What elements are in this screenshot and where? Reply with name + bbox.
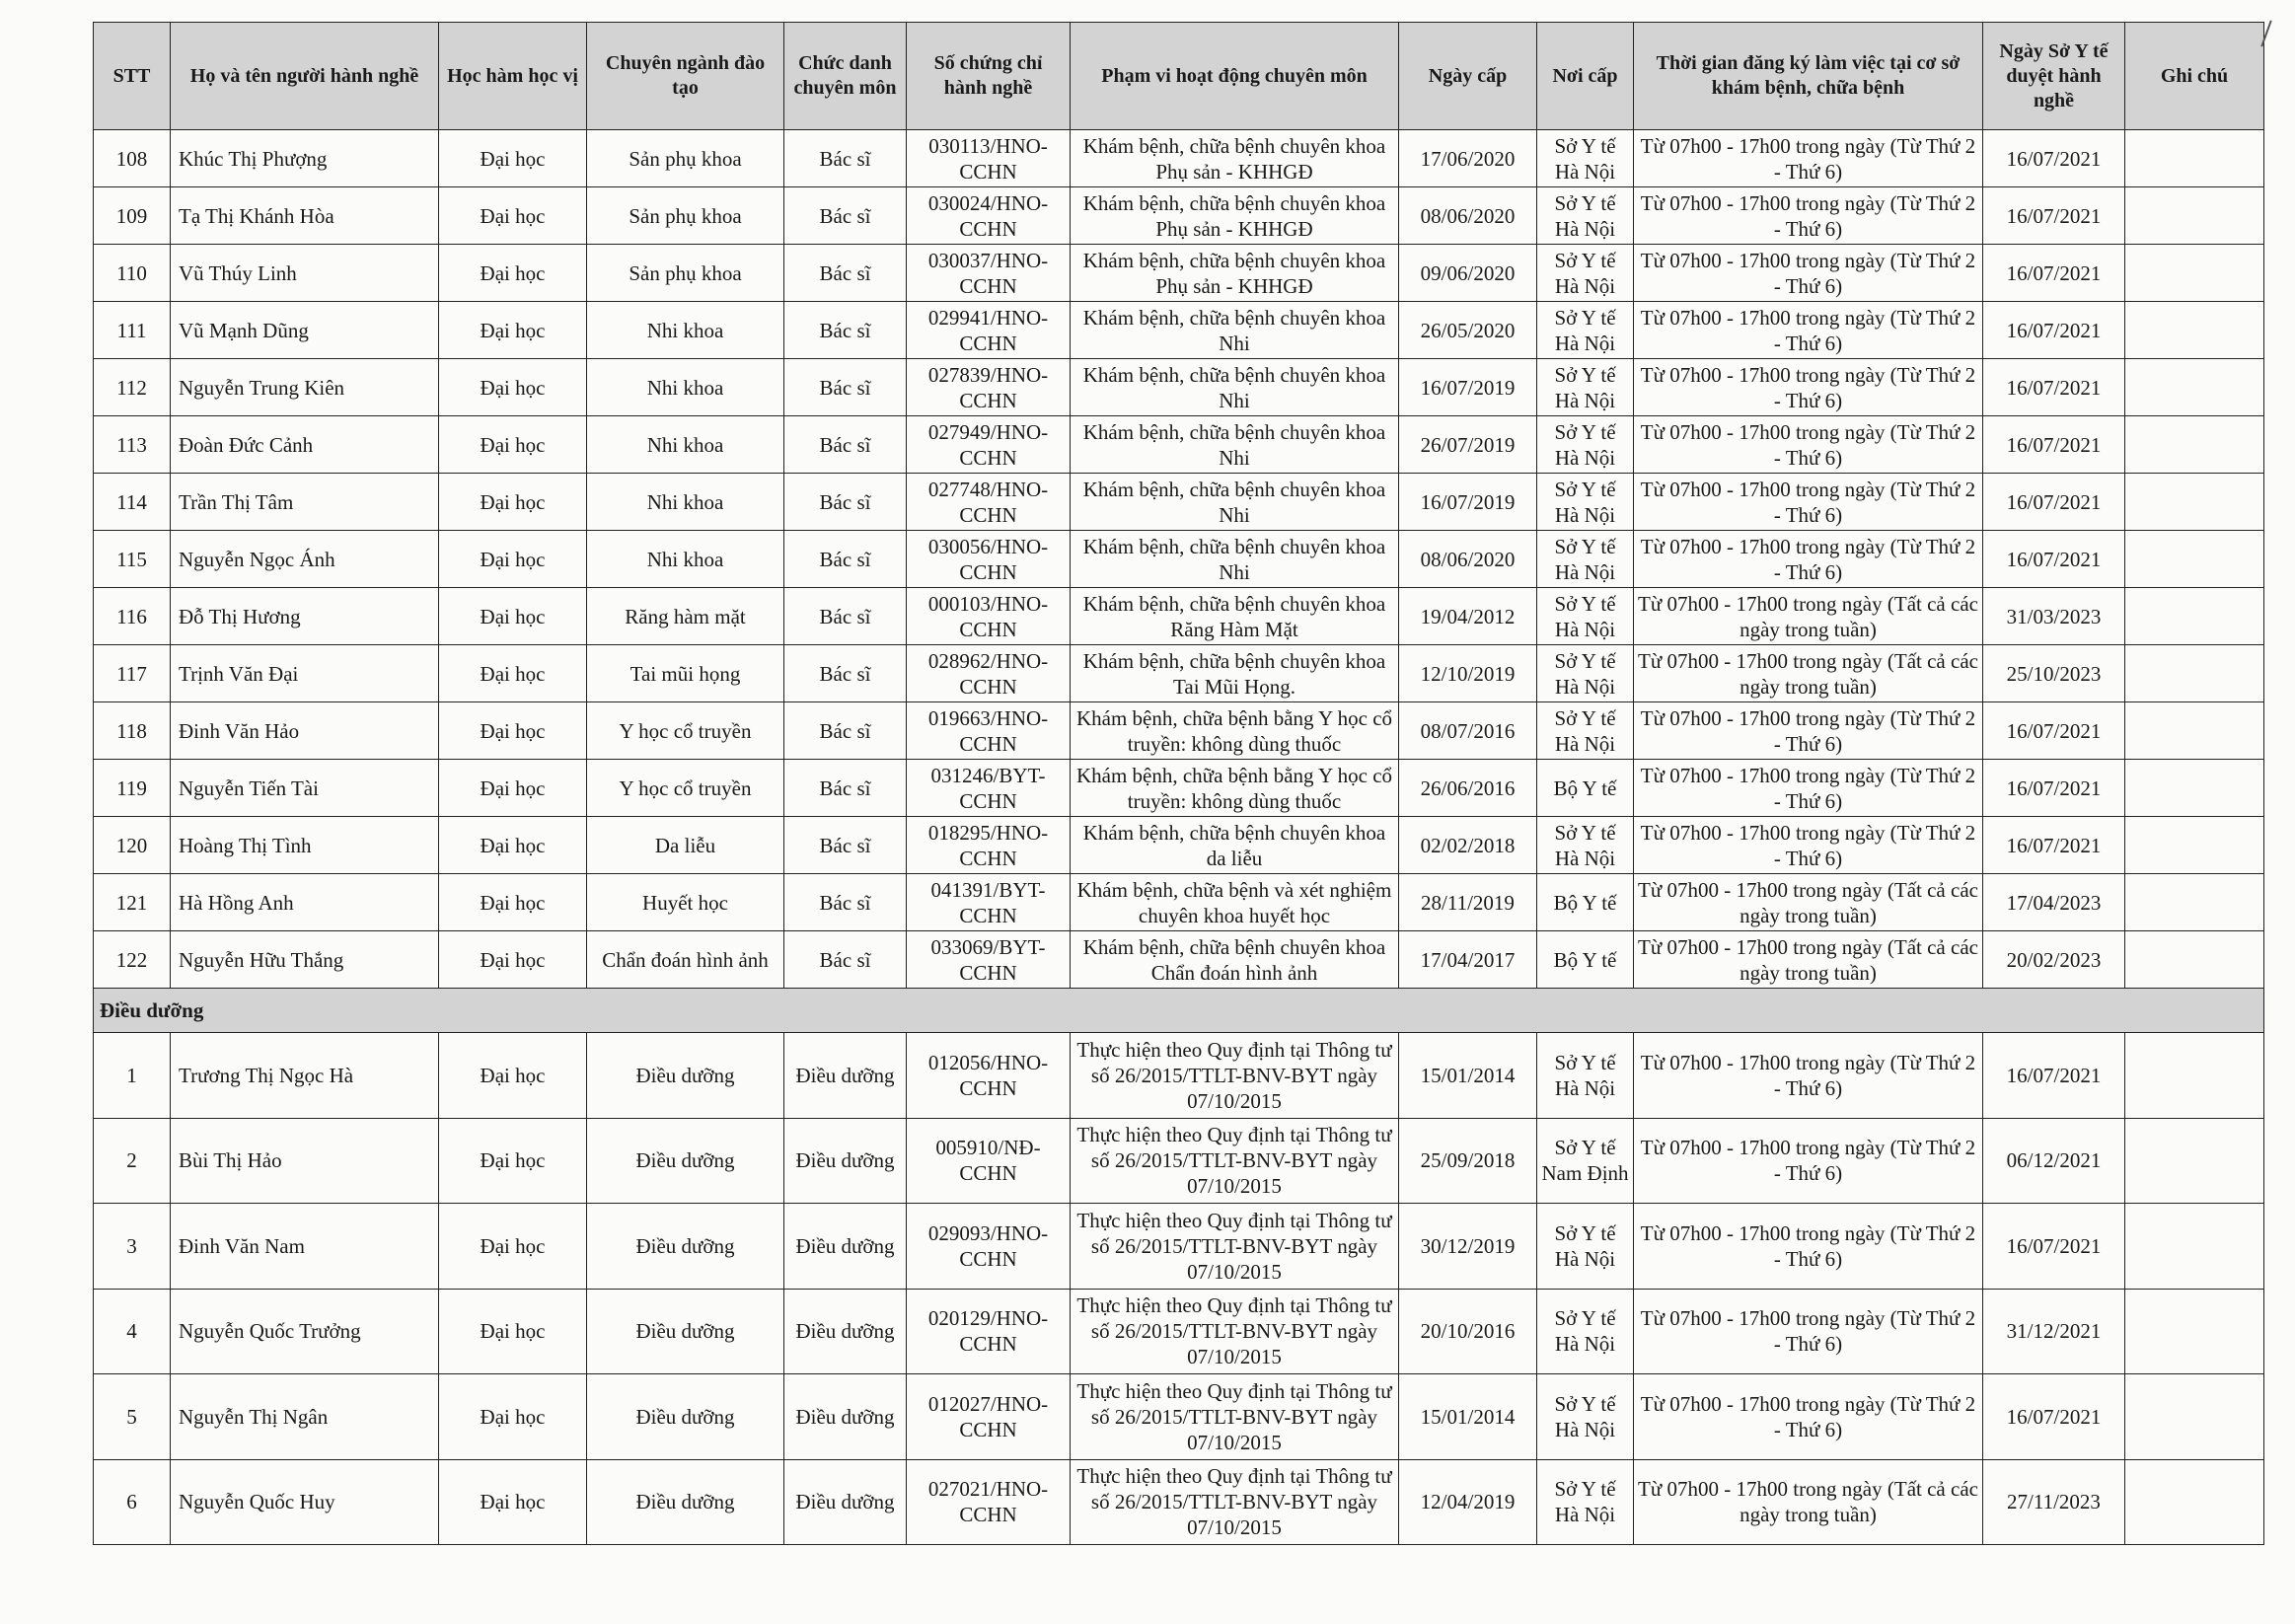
cell-title: Bác sĩ (784, 588, 907, 645)
cell-issue-date: 17/06/2020 (1399, 130, 1537, 187)
cell-cert: 030037/HNO-CCHN (907, 245, 1071, 302)
cell-approve-date: 16/07/2021 (1983, 245, 2125, 302)
cell-scope: Khám bệnh, chữa bệnh bằng Y học cổ truyền: không dùng thuốc (1071, 702, 1399, 760)
table-row (94, 1033, 2264, 1119)
cell-scope: Khám bệnh, chữa bệnh chuyên khoa Tai Mũi Họng. (1071, 645, 1399, 702)
cell-major: Da liễu (587, 817, 784, 874)
cell-issuer: Sở Y tế Hà Nội (1537, 588, 1634, 645)
cell-issuer: Sở Y tế Hà Nội (1537, 130, 1634, 187)
cell-major: Nhi khoa (587, 474, 784, 531)
cell-scope: Khám bệnh, chữa bệnh chuyên khoa Nhi (1071, 359, 1399, 416)
cell-issuer: Sở Y tế Hà Nội (1537, 645, 1634, 702)
cell-degree: Đại học (439, 1033, 587, 1119)
cell-major: Sản phụ khoa (587, 245, 784, 302)
cell-work-time: Từ 07h00 - 17h00 trong ngày (Tất cả các ngày trong tuần) (1634, 588, 1983, 645)
cell-title: Điều dưỡng (784, 1118, 907, 1204)
table-row (94, 760, 2264, 817)
cell-cert: 000103/HNO-CCHN (907, 588, 1071, 645)
cell-title: Bác sĩ (784, 130, 907, 187)
cell-stt: 115 (94, 531, 171, 588)
cell-major: Tai mũi họng (587, 645, 784, 702)
cell-degree: Đại học (439, 874, 587, 931)
cell-approve-date: 20/02/2023 (1983, 931, 2125, 989)
cell-stt: 4 (94, 1289, 171, 1374)
cell-stt: 117 (94, 645, 171, 702)
cell-title: Điều dưỡng (784, 1033, 907, 1119)
cell-approve-date: 16/07/2021 (1983, 359, 2125, 416)
doctor-rows (94, 130, 2264, 989)
cell-major: Nhi khoa (587, 531, 784, 588)
cell-scope: Thực hiện theo Quy định tại Thông tư số 26/2015/TTLT-BNV-BYT ngày 07/10/2015 (1071, 1374, 1399, 1460)
cell-note (2125, 702, 2264, 760)
cell-title: Bác sĩ (784, 817, 907, 874)
cell-scope: Khám bệnh, chữa bệnh chuyên khoa Phụ sản - KHHGĐ (1071, 187, 1399, 245)
cell-work-time: Từ 07h00 - 17h00 trong ngày (Tất cả các ngày trong tuần) (1634, 931, 1983, 989)
cell-note (2125, 130, 2264, 187)
table-row (94, 1204, 2264, 1290)
cell-note (2125, 416, 2264, 474)
cell-title: Bác sĩ (784, 416, 907, 474)
cell-scope: Khám bệnh, chữa bệnh chuyên khoa Nhi (1071, 302, 1399, 359)
cell-name: Nguyễn Ngọc Ánh (171, 531, 439, 588)
cell-work-time: Từ 07h00 - 17h00 trong ngày (Từ Thứ 2 - Thứ 6) (1634, 1374, 1983, 1460)
table-row (94, 817, 2264, 874)
cell-major: Chẩn đoán hình ảnh (587, 931, 784, 989)
header-approve-date: Ngày Sở Y tế duyệt hành nghề (1983, 23, 2125, 130)
cell-degree: Đại học (439, 474, 587, 531)
cell-scope: Khám bệnh, chữa bệnh chuyên khoa Nhi (1071, 416, 1399, 474)
cell-work-time: Từ 07h00 - 17h00 trong ngày (Từ Thứ 2 - Thứ 6) (1634, 531, 1983, 588)
cell-scope: Thực hiện theo Quy định tại Thông tư số 26/2015/TTLT-BNV-BYT ngày 07/10/2015 (1071, 1204, 1399, 1290)
cell-issue-date: 26/07/2019 (1399, 416, 1537, 474)
header-issue-date: Ngày cấp (1399, 23, 1537, 130)
cell-note (2125, 645, 2264, 702)
cell-work-time: Từ 07h00 - 17h00 trong ngày (Tất cả các ngày trong tuần) (1634, 645, 1983, 702)
cell-stt: 3 (94, 1204, 171, 1290)
header-degree: Học hàm học vị (439, 23, 587, 130)
cell-stt: 119 (94, 760, 171, 817)
cell-degree: Đại học (439, 1289, 587, 1374)
cell-name: Đỗ Thị Hương (171, 588, 439, 645)
table-row (94, 1459, 2264, 1545)
cell-stt: 1 (94, 1033, 171, 1119)
cell-stt: 116 (94, 588, 171, 645)
table-row (94, 874, 2264, 931)
cell-work-time: Từ 07h00 - 17h00 trong ngày (Từ Thứ 2 - Thứ 6) (1634, 474, 1983, 531)
cell-note (2125, 1289, 2264, 1374)
cell-approve-date: 31/03/2023 (1983, 588, 2125, 645)
section-row-nursing (94, 989, 2264, 1033)
cell-issuer: Sở Y tế Hà Nội (1537, 1459, 1634, 1545)
cell-issuer: Sở Y tế Hà Nội (1537, 817, 1634, 874)
cell-approve-date: 31/12/2021 (1983, 1289, 2125, 1374)
cell-major: Răng hàm mặt (587, 588, 784, 645)
cell-note (2125, 874, 2264, 931)
cell-issuer: Sở Y tế Nam Định (1537, 1118, 1634, 1204)
cell-issuer: Sở Y tế Hà Nội (1537, 245, 1634, 302)
cell-issue-date: 25/09/2018 (1399, 1118, 1537, 1204)
cell-work-time: Từ 07h00 - 17h00 trong ngày (Từ Thứ 2 - Thứ 6) (1634, 416, 1983, 474)
cell-major: Nhi khoa (587, 302, 784, 359)
cell-note (2125, 359, 2264, 416)
nursing-section (94, 989, 2264, 1033)
cell-degree: Đại học (439, 1459, 587, 1545)
cell-name: Nguyễn Quốc Trưởng (171, 1289, 439, 1374)
cell-issue-date: 26/05/2020 (1399, 302, 1537, 359)
cell-approve-date: 16/07/2021 (1983, 416, 2125, 474)
cell-major: Y học cổ truyền (587, 702, 784, 760)
table-row (94, 531, 2264, 588)
cell-issue-date: 12/04/2019 (1399, 1459, 1537, 1545)
cell-cert: 020129/HNO-CCHN (907, 1289, 1071, 1374)
cell-issuer: Bộ Y tế (1537, 931, 1634, 989)
cell-work-time: Từ 07h00 - 17h00 trong ngày (Tất cả các ngày trong tuần) (1634, 1459, 1983, 1545)
cell-note (2125, 474, 2264, 531)
cell-name: Trần Thị Tâm (171, 474, 439, 531)
header-cert: Số chứng chỉ hành nghề (907, 23, 1071, 130)
cell-work-time: Từ 07h00 - 17h00 trong ngày (Từ Thứ 2 - Thứ 6) (1634, 760, 1983, 817)
cell-issue-date: 20/10/2016 (1399, 1289, 1537, 1374)
cell-name: Nguyễn Trung Kiên (171, 359, 439, 416)
cell-major: Nhi khoa (587, 359, 784, 416)
cell-issue-date: 08/07/2016 (1399, 702, 1537, 760)
table-row (94, 302, 2264, 359)
cell-approve-date: 16/07/2021 (1983, 187, 2125, 245)
cell-stt: 111 (94, 302, 171, 359)
cell-issue-date: 15/01/2014 (1399, 1033, 1537, 1119)
cell-approve-date: 06/12/2021 (1983, 1118, 2125, 1204)
table-row (94, 1118, 2264, 1204)
cell-degree: Đại học (439, 245, 587, 302)
cell-stt: 5 (94, 1374, 171, 1460)
cell-major: Huyết học (587, 874, 784, 931)
cell-degree: Đại học (439, 187, 587, 245)
cell-degree: Đại học (439, 1374, 587, 1460)
table-row (94, 359, 2264, 416)
cell-degree: Đại học (439, 531, 587, 588)
practitioner-table (93, 22, 2264, 1545)
cell-work-time: Từ 07h00 - 17h00 trong ngày (Từ Thứ 2 - Thứ 6) (1634, 1204, 1983, 1290)
cell-scope: Thực hiện theo Quy định tại Thông tư số 26/2015/TTLT-BNV-BYT ngày 07/10/2015 (1071, 1033, 1399, 1119)
cell-issuer: Sở Y tế Hà Nội (1537, 474, 1634, 531)
cell-issuer: Sở Y tế Hà Nội (1537, 531, 1634, 588)
header-stt: STT (94, 23, 171, 130)
cell-name: Nguyễn Quốc Huy (171, 1459, 439, 1545)
cell-name: Nguyễn Thị Ngân (171, 1374, 439, 1460)
section-title: Điều dưỡng (94, 989, 2264, 1033)
cell-stt: 112 (94, 359, 171, 416)
header-note: Ghi chú (2125, 23, 2264, 130)
cell-cert: 012027/HNO-CCHN (907, 1374, 1071, 1460)
cell-degree: Đại học (439, 645, 587, 702)
cell-issuer: Sở Y tế Hà Nội (1537, 1204, 1634, 1290)
cell-degree: Đại học (439, 416, 587, 474)
cell-degree: Đại học (439, 817, 587, 874)
cell-stt: 122 (94, 931, 171, 989)
header-title: Chức danh chuyên môn (784, 23, 907, 130)
cell-name: Trương Thị Ngọc Hà (171, 1033, 439, 1119)
cell-name: Nguyễn Hữu Thắng (171, 931, 439, 989)
cell-cert: 027021/HNO-CCHN (907, 1459, 1071, 1545)
table-header-row (94, 23, 2264, 130)
cell-name: Đoàn Đức Cảnh (171, 416, 439, 474)
cell-note (2125, 187, 2264, 245)
cell-title: Bác sĩ (784, 931, 907, 989)
cell-issuer: Sở Y tế Hà Nội (1537, 302, 1634, 359)
cell-title: Điều dưỡng (784, 1374, 907, 1460)
cell-name: Đinh Văn Hảo (171, 702, 439, 760)
cell-name: Bùi Thị Hảo (171, 1118, 439, 1204)
cell-stt: 2 (94, 1118, 171, 1204)
cell-approve-date: 16/07/2021 (1983, 302, 2125, 359)
cell-issue-date: 16/07/2019 (1399, 359, 1537, 416)
cell-stt: 118 (94, 702, 171, 760)
cell-name: Hoàng Thị Tình (171, 817, 439, 874)
cell-scope: Khám bệnh, chữa bệnh chuyên khoa Phụ sản - KHHGĐ (1071, 245, 1399, 302)
cell-cert: 019663/HNO-CCHN (907, 702, 1071, 760)
cell-cert: 030113/HNO-CCHN (907, 130, 1071, 187)
header-name: Họ và tên người hành nghề (171, 23, 439, 130)
cell-cert: 031246/BYT-CCHN (907, 760, 1071, 817)
cell-scope: Khám bệnh, chữa bệnh chuyên khoa Nhi (1071, 474, 1399, 531)
cell-approve-date: 27/11/2023 (1983, 1459, 2125, 1545)
cell-work-time: Từ 07h00 - 17h00 trong ngày (Từ Thứ 2 - Thứ 6) (1634, 187, 1983, 245)
cell-issuer: Sở Y tế Hà Nội (1537, 1033, 1634, 1119)
cell-work-time: Từ 07h00 - 17h00 trong ngày (Từ Thứ 2 - Thứ 6) (1634, 245, 1983, 302)
cell-title: Bác sĩ (784, 302, 907, 359)
cell-stt: 114 (94, 474, 171, 531)
table-row (94, 245, 2264, 302)
table-row (94, 474, 2264, 531)
cell-major: Nhi khoa (587, 416, 784, 474)
cell-scope: Khám bệnh, chữa bệnh chuyên khoa Nhi (1071, 531, 1399, 588)
cell-degree: Đại học (439, 1118, 587, 1204)
cell-approve-date: 16/07/2021 (1983, 1033, 2125, 1119)
cell-note (2125, 931, 2264, 989)
cell-note (2125, 531, 2264, 588)
cell-note (2125, 1204, 2264, 1290)
table-row (94, 702, 2264, 760)
cell-issue-date: 08/06/2020 (1399, 187, 1537, 245)
cell-stt: 113 (94, 416, 171, 474)
cell-scope: Thực hiện theo Quy định tại Thông tư số 26/2015/TTLT-BNV-BYT ngày 07/10/2015 (1071, 1459, 1399, 1545)
cell-title: Bác sĩ (784, 702, 907, 760)
cell-issue-date: 09/06/2020 (1399, 245, 1537, 302)
cell-note (2125, 1459, 2264, 1545)
cell-title: Bác sĩ (784, 474, 907, 531)
header-major: Chuyên ngành đào tạo (587, 23, 784, 130)
cell-note (2125, 245, 2264, 302)
cell-work-time: Từ 07h00 - 17h00 trong ngày (Từ Thứ 2 - Thứ 6) (1634, 1289, 1983, 1374)
cell-approve-date: 25/10/2023 (1983, 645, 2125, 702)
cell-cert: 029093/HNO-CCHN (907, 1204, 1071, 1290)
cell-cert: 028962/HNO-CCHN (907, 645, 1071, 702)
cell-title: Bác sĩ (784, 245, 907, 302)
cell-issue-date: 15/01/2014 (1399, 1374, 1537, 1460)
cell-scope: Thực hiện theo Quy định tại Thông tư số 26/2015/TTLT-BNV-BYT ngày 07/10/2015 (1071, 1289, 1399, 1374)
cell-name: Hà Hồng Anh (171, 874, 439, 931)
cell-note (2125, 817, 2264, 874)
cell-issue-date: 26/06/2016 (1399, 760, 1537, 817)
cell-title: Điều dưỡng (784, 1204, 907, 1290)
cell-issuer: Sở Y tế Hà Nội (1537, 416, 1634, 474)
cell-major: Điều dưỡng (587, 1118, 784, 1204)
table-row (94, 588, 2264, 645)
cell-degree: Đại học (439, 760, 587, 817)
table-row (94, 1289, 2264, 1374)
cell-note (2125, 760, 2264, 817)
cell-title: Điều dưỡng (784, 1289, 907, 1374)
cell-approve-date: 16/07/2021 (1983, 1374, 2125, 1460)
practitioner-list-sheet (93, 22, 2263, 1545)
cell-scope: Thực hiện theo Quy định tại Thông tư số 26/2015/TTLT-BNV-BYT ngày 07/10/2015 (1071, 1118, 1399, 1204)
cell-note (2125, 1374, 2264, 1460)
cell-issue-date: 28/11/2019 (1399, 874, 1537, 931)
cell-stt: 108 (94, 130, 171, 187)
cell-approve-date: 16/07/2021 (1983, 1204, 2125, 1290)
cell-issue-date: 30/12/2019 (1399, 1204, 1537, 1290)
cell-major: Điều dưỡng (587, 1459, 784, 1545)
cell-stt: 121 (94, 874, 171, 931)
cell-major: Điều dưỡng (587, 1033, 784, 1119)
cell-scope: Khám bệnh, chữa bệnh bằng Y học cổ truyền: không dùng thuốc (1071, 760, 1399, 817)
cell-work-time: Từ 07h00 - 17h00 trong ngày (Tất cả các ngày trong tuần) (1634, 874, 1983, 931)
cell-work-time: Từ 07h00 - 17h00 trong ngày (Từ Thứ 2 - Thứ 6) (1634, 817, 1983, 874)
cell-title: Bác sĩ (784, 531, 907, 588)
cell-work-time: Từ 07h00 - 17h00 trong ngày (Từ Thứ 2 - Thứ 6) (1634, 1033, 1983, 1119)
table-row (94, 130, 2264, 187)
cell-title: Bác sĩ (784, 760, 907, 817)
table-row (94, 931, 2264, 989)
cell-cert: 027839/HNO-CCHN (907, 359, 1071, 416)
cell-issue-date: 17/04/2017 (1399, 931, 1537, 989)
cell-work-time: Từ 07h00 - 17h00 trong ngày (Từ Thứ 2 - Thứ 6) (1634, 302, 1983, 359)
cell-title: Bác sĩ (784, 645, 907, 702)
cell-cert: 012056/HNO-CCHN (907, 1033, 1071, 1119)
cell-issue-date: 12/10/2019 (1399, 645, 1537, 702)
cell-degree: Đại học (439, 359, 587, 416)
cell-issuer: Sở Y tế Hà Nội (1537, 1289, 1634, 1374)
header-issuer: Nơi cấp (1537, 23, 1634, 130)
cell-approve-date: 16/07/2021 (1983, 702, 2125, 760)
cell-issuer: Bộ Y tế (1537, 874, 1634, 931)
cell-cert: 018295/HNO-CCHN (907, 817, 1071, 874)
table-row (94, 645, 2264, 702)
cell-work-time: Từ 07h00 - 17h00 trong ngày (Từ Thứ 2 - Thứ 6) (1634, 1118, 1983, 1204)
cell-approve-date: 16/07/2021 (1983, 760, 2125, 817)
cell-name: Nguyễn Tiến Tài (171, 760, 439, 817)
cell-stt: 6 (94, 1459, 171, 1545)
cell-issuer: Sở Y tế Hà Nội (1537, 1374, 1634, 1460)
cell-issuer: Sở Y tế Hà Nội (1537, 187, 1634, 245)
cell-issuer: Bộ Y tế (1537, 760, 1634, 817)
cell-major: Y học cổ truyền (587, 760, 784, 817)
cell-cert: 033069/BYT-CCHN (907, 931, 1071, 989)
cell-note (2125, 302, 2264, 359)
cell-work-time: Từ 07h00 - 17h00 trong ngày (Từ Thứ 2 - Thứ 6) (1634, 702, 1983, 760)
cell-cert: 027748/HNO-CCHN (907, 474, 1071, 531)
cell-issue-date: 08/06/2020 (1399, 531, 1537, 588)
cell-work-time: Từ 07h00 - 17h00 trong ngày (Từ Thứ 2 - Thứ 6) (1634, 359, 1983, 416)
cell-title: Bác sĩ (784, 874, 907, 931)
cell-scope: Khám bệnh, chữa bệnh chuyên khoa Chẩn đoán hình ảnh (1071, 931, 1399, 989)
cell-issuer: Sở Y tế Hà Nội (1537, 702, 1634, 760)
cell-name: Khúc Thị Phượng (171, 130, 439, 187)
cell-issue-date: 02/02/2018 (1399, 817, 1537, 874)
cell-note (2125, 1033, 2264, 1119)
cell-issue-date: 19/04/2012 (1399, 588, 1537, 645)
cell-name: Vũ Thúy Linh (171, 245, 439, 302)
cell-work-time: Từ 07h00 - 17h00 trong ngày (Từ Thứ 2 - Thứ 6) (1634, 130, 1983, 187)
table-row (94, 1374, 2264, 1460)
cell-cert: 027949/HNO-CCHN (907, 416, 1071, 474)
cell-note (2125, 588, 2264, 645)
cell-approve-date: 16/07/2021 (1983, 130, 2125, 187)
cell-approve-date: 16/07/2021 (1983, 474, 2125, 531)
cell-scope: Khám bệnh, chữa bệnh chuyên khoa da liễu (1071, 817, 1399, 874)
cell-title: Bác sĩ (784, 187, 907, 245)
cell-major: Điều dưỡng (587, 1204, 784, 1290)
cell-cert: 030024/HNO-CCHN (907, 187, 1071, 245)
cell-note (2125, 1118, 2264, 1204)
cell-title: Điều dưỡng (784, 1459, 907, 1545)
table-row (94, 416, 2264, 474)
cell-name: Đinh Văn Nam (171, 1204, 439, 1290)
header-work-time: Thời gian đăng ký làm việc tại cơ sở khám bệnh, chữa bệnh (1634, 23, 1983, 130)
cell-cert: 030056/HNO-CCHN (907, 531, 1071, 588)
cell-degree: Đại học (439, 931, 587, 989)
cell-stt: 120 (94, 817, 171, 874)
cell-major: Điều dưỡng (587, 1374, 784, 1460)
cell-cert: 041391/BYT-CCHN (907, 874, 1071, 931)
nurse-rows (94, 1033, 2264, 1545)
header-scope: Phạm vi hoạt động chuyên môn (1071, 23, 1399, 130)
cell-name: Tạ Thị Khánh Hòa (171, 187, 439, 245)
cell-stt: 110 (94, 245, 171, 302)
cell-cert: 029941/HNO-CCHN (907, 302, 1071, 359)
cell-degree: Đại học (439, 1204, 587, 1290)
cell-issue-date: 16/07/2019 (1399, 474, 1537, 531)
cell-name: Trịnh Văn Đại (171, 645, 439, 702)
cell-scope: Khám bệnh, chữa bệnh chuyên khoa Răng Hàm Mặt (1071, 588, 1399, 645)
cell-major: Sản phụ khoa (587, 130, 784, 187)
cell-major: Điều dưỡng (587, 1289, 784, 1374)
cell-cert: 005910/NĐ-CCHN (907, 1118, 1071, 1204)
cell-title: Bác sĩ (784, 359, 907, 416)
cell-degree: Đại học (439, 302, 587, 359)
cell-approve-date: 16/07/2021 (1983, 817, 2125, 874)
cell-stt: 109 (94, 187, 171, 245)
cell-scope: Khám bệnh, chữa bệnh và xét nghiệm chuyên khoa huyết học (1071, 874, 1399, 931)
cell-name: Vũ Mạnh Dũng (171, 302, 439, 359)
cell-degree: Đại học (439, 588, 587, 645)
cell-scope: Khám bệnh, chữa bệnh chuyên khoa Phụ sản - KHHGĐ (1071, 130, 1399, 187)
cell-degree: Đại học (439, 702, 587, 760)
cell-degree: Đại học (439, 130, 587, 187)
cell-approve-date: 17/04/2023 (1983, 874, 2125, 931)
cell-approve-date: 16/07/2021 (1983, 531, 2125, 588)
cell-major: Sản phụ khoa (587, 187, 784, 245)
cell-issuer: Sở Y tế Hà Nội (1537, 359, 1634, 416)
table-row (94, 187, 2264, 245)
